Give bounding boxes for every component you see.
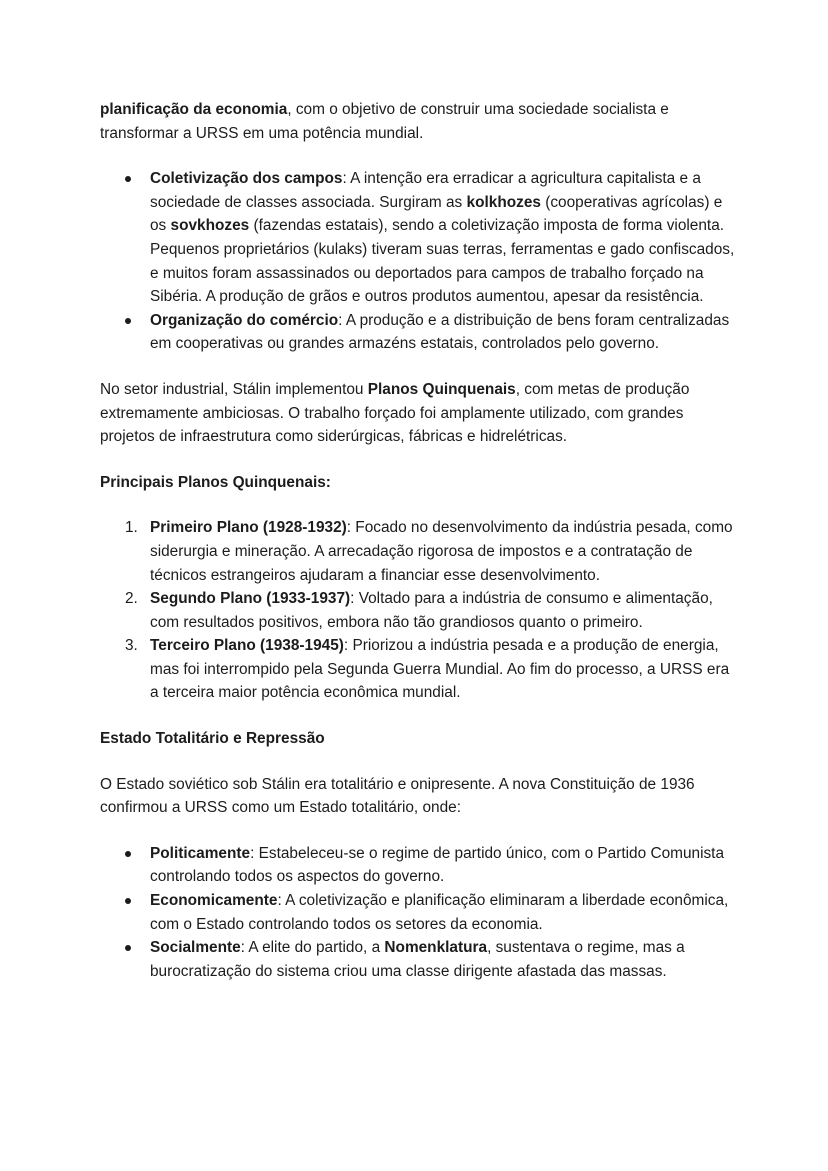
item-text: (fazendas estatais), sendo a coletivização imposta de forma violenta. Pequenos proprietários (kulaks) tiveram suas terras, ferramentas e gado confiscados, e muitos foram assassinados ou deportados para campos de trabalho forçado na Sibéria. A produção de grãos e outros produtos aumentou, apesar da resistência. — [150, 217, 735, 306]
industry-text: , com metas de produção extremamente ambiciosas. O trabalho forçado foi amplamente utilizado, com grandes projetos de infraestrutura como siderúrgicas, fábricas e hidrelétricas. — [100, 380, 690, 446]
industry-bold: Planos Quinquenais — [367, 380, 516, 398]
item-bold: Terceiro Plano (1938-1945) — [150, 637, 344, 655]
intro-text: , com o objetivo de construir uma sociedade socialista e transformar a URSS em uma potência mundial. — [100, 101, 669, 142]
list-item — [100, 936, 740, 983]
item-text: : A elite do partido, a — [240, 939, 385, 957]
list-number: 3. — [125, 637, 138, 655]
list-item — [100, 842, 740, 889]
item-bold: Organização do comércio — [150, 311, 339, 329]
item-bold: Coletivização dos campos — [150, 170, 343, 188]
list-item — [100, 587, 740, 634]
item-bold: sovkhozes — [170, 217, 250, 235]
state-heading: Estado Totalitário e Repressão — [100, 730, 325, 748]
state-list — [100, 842, 740, 984]
item-text: , sustentava o regime, mas a burocratização do sistema criou uma classe dirigente afastada das massas. — [150, 939, 685, 980]
list-number: 1. — [125, 519, 138, 537]
item-text: : A coletivização e planificação eliminaram a liberdade econômica, com o Estado controlando todos os setores da economia. — [150, 892, 729, 933]
list-item — [100, 634, 740, 705]
item-bold: Economicamente — [150, 892, 278, 910]
item-text: : Voltado para a indústria de consumo e alimentação, com resultados positivos, embora não tão grandiosos quanto o primeiro. — [150, 590, 713, 631]
document-body — [100, 98, 740, 1005]
item-bold: Politicamente — [150, 844, 251, 862]
item-text: : A produção e a distribuição de bens foram centralizadas em cooperativas ou grandes armazéns estatais, controlados pelo governo. — [150, 311, 730, 353]
item-text: : A intenção era erradicar a agricultura capitalista e a sociedade de classes associada. Surgiram as — [150, 170, 701, 211]
policies-list — [100, 167, 740, 356]
industry-text: No setor industrial, Stálin implementou — [100, 380, 368, 398]
plans-list — [100, 516, 740, 705]
industry-paragraph — [100, 378, 740, 449]
item-text: : Focado no desenvolvimento da indústria pesada, como siderurgia e mineração. A arrecadação rigorosa de impostos e a contratação de técnicos estrangeiros ajudaram a financiar esse desenvolvimento. — [150, 519, 733, 584]
item-bold: Primeiro Plano (1928-1932) — [150, 519, 347, 537]
list-item — [100, 309, 740, 356]
item-bold: kolkhozes — [466, 193, 541, 211]
item-text: : Estabeleceu-se o regime de partido único, com o Partido Comunista controlando todos os aspectos do governo. — [150, 844, 725, 886]
plans-heading: Principais Planos Quinquenais: — [100, 473, 331, 491]
list-item — [100, 889, 740, 936]
list-item — [100, 516, 740, 587]
intro-paragraph — [100, 98, 740, 145]
list-item — [100, 167, 740, 309]
state-paragraph: O Estado soviético sob Stálin era totalitário e onipresente. A nova Constituição de 1936 confirmou a URSS como um Estado totalitário, onde: — [100, 775, 695, 817]
item-bold: Nomenklatura — [384, 939, 488, 957]
item-bold: Socialmente — [150, 939, 241, 957]
intro-bold: planificação da economia — [100, 101, 288, 118]
item-text: : Priorizou a indústria pesada e a produção de energia, mas foi interrompido pela Segunda Guerra Mundial. Ao fim do processo, a URSS era a terceira maior potência econômica mundial. — [150, 637, 730, 702]
list-number: 2. — [125, 590, 138, 608]
item-text: (cooperativas agrícolas) e os — [150, 193, 723, 235]
item-bold: Segundo Plano (1933-1937) — [150, 590, 351, 608]
